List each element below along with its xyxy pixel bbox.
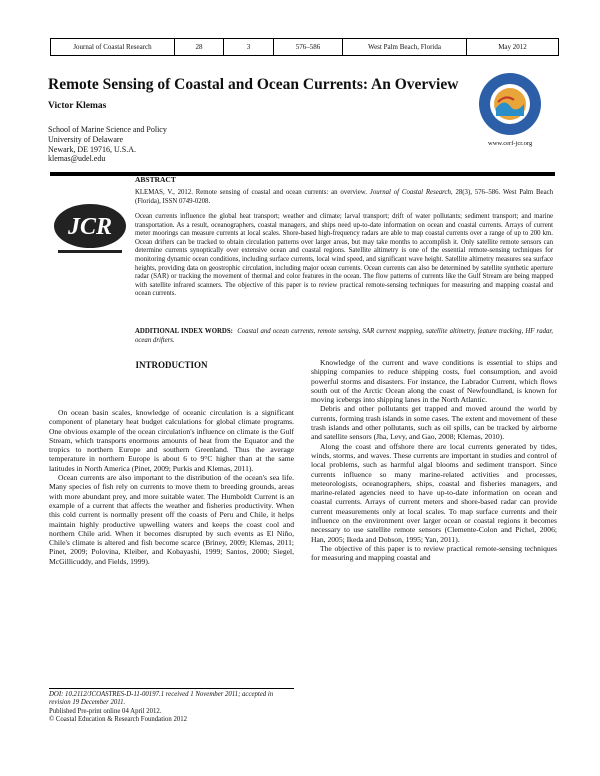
citation-journal: Journal of Coastal Research, <box>369 189 453 196</box>
citation <box>135 189 553 206</box>
paragraph: Ocean currents are also important to the distribution of the ocean's sea life. Many species of fish rely on currents to move them to breeding grounds, areas with more abundant prey, and more suitable water. The Humboldt Current is an example of a current that affects the weather and fisheries productivity. When this cold current is normally present off the coasts of Peru and Chile, it helps maintain highly productive upwelling waters and keeps the coast cool and northern Chile arid. When it becomes disrupted by such events as El Niño, Chile's climate is altered and fish become scarce (Briney, 2009; Klemas, 2011; Pinet, 2009; Polovina, Kleiber, and Kobayashi, 1999; Santos, 2000; Siegel, McGillicuddy, and Fields, 1999). <box>49 473 294 566</box>
published-line: Published Pre-print online 04 April 2012. <box>49 707 162 715</box>
paragraph: Along the coast and offshore there are local currents generated by tides, winds, storms, and waves. These currents are important in studies and control of local problems, such as harmful algal blooms and sediment transport. Since currents influence so many marine-related activities and processes, meteorologists, oceanographers, ships, coastal and fisheries managers, and marine-related agencies need to have up-to-date information on ocean and coastal currents. Arrays of current meters and shore-based radar can provide current measurements only at local scales. To map surface currents and their influence on the environment over larger ocean or coastal regions it becomes necessary to use satellite remote sensors (Clemente-Colon and Pichel, 2006; Han, 2005; Ikeda and Dobson, 1995; Yan, 2011). <box>311 441 557 544</box>
affiliation-line: University of Delaware <box>48 134 124 144</box>
citation-rest: 28(3), 576–586. West Palm Beach (Florida), ISSN 0749-0208. <box>135 189 554 205</box>
right-column <box>311 358 557 563</box>
paragraph: Debris and other pollutants get trapped and moved around the world by currents, forming trash islands in some cases. The extent and movement of these trash islands and other pollutants, such as oil spills, can be tracked by airborne and satellite sensors (Jha, Levy, and Gao, 2008; Klemas, 2010). <box>311 404 557 442</box>
header-pages: 576–586 <box>274 39 343 55</box>
header-issue: 3 <box>224 39 274 55</box>
citation-plain: KLEMAS, V., 2012. Remote sensing of coastal and ocean currents: an overview. <box>135 189 367 196</box>
footnote-rule <box>49 688 294 689</box>
paragraph: On ocean basin scales, knowledge of oceanic circulation is a significant component of planetary heat budget calculations for global climate programs. One obvious example of the ocean circulation's influence on climate is the Gulf Stream, which transports enormous amounts of heat from the Equator and the tropics to northern Europe and southern Greenland. Thus the average temperature in northern Europe is about 6 to 9°C higher than at the same latitudes in North America (Pinet, 2009; Purkis and Klemas, 2011). <box>49 408 294 473</box>
journal-url[interactable]: www.cerf-jcr.org <box>488 140 533 147</box>
header-journal: Journal of Coastal Research <box>51 39 175 55</box>
header-date: May 2012 <box>498 43 527 51</box>
jcr-logo <box>50 198 130 258</box>
header-volume: 28 <box>175 39 224 55</box>
intro-heading: INTRODUCTION <box>135 360 208 370</box>
author-email[interactable]: klemas@udel.edu <box>48 154 106 164</box>
left-column <box>49 408 294 566</box>
affiliation-line: School of Marine Science and Policy <box>48 125 167 134</box>
paragraph: Knowledge of the current and wave conditions is essential to ships and shipping companies to reduce shipping costs, fuel consumption, and avoid powerful storms and disasters. For instance, the Labrador Current, which flows south out of the Arctic Ocean along the coast of Newfoundland, is known for moving icebergs into shipping lanes in the North Atlantic. <box>311 358 557 405</box>
keywords-label: ADDITIONAL INDEX WORDS: <box>135 328 233 335</box>
doi-line: DOI: 10.2112/JCOASTRES-D-11-00197.1 received 1 November 2011; accepted in revision 19 December 2011. <box>49 691 274 707</box>
affiliation <box>48 125 167 164</box>
paragraph: The objective of this paper is to review practical remote-sensing techniques for measuring and mapping coastal and <box>311 543 557 563</box>
abstract-rule <box>50 172 555 176</box>
abstract-heading: ABSTRACT <box>135 175 176 184</box>
svg-text:JCR: JCR <box>67 214 113 240</box>
paper-title: Remote Sensing of Coastal and Ocean Currents: An Overview <box>48 76 459 93</box>
cerf-logo <box>478 72 542 136</box>
abstract-text: Ocean currents influence the global heat transport; weather and climate; larval transport; drift of water pollutants; sediment transport; and marine transportation. As a result, oceanographers, coastal managers, and ships need up-to-date information on ocean and coastal currents. Arrays of current meter moorings can measure currents at local scales. Shore-based high-frequency radars are able to map coastal currents over a range of up to 200 km. Ocean drifters can be tracked to obtain circulation patterns over larger areas, but may take months to accomplish it. Only satellite remote sensors can determine currents synoptically over extensive ocean and coastal regions. Satellite altimetry is one of the essential remote-sensing techniques for monitoring dynamic ocean conditions, including surface currents, local wind speed, and significant wave height. Satellite altimetry measures sea surface heights, providing data on geostrophic circulation, including major ocean currents. Ocean currents can also be determined by satellite synthetic aperture radar (SAR) or tracking the movement of thermal and color features in the ocean. The flow patterns of currents like the Gulf Stream are being mapped with satellite infrared scanners. The objective of this paper is to review practical remote-sensing techniques for measuring and mapping coastal and ocean currents. <box>135 213 553 298</box>
copyright-line: © Coastal Education & Research Foundation 2012 <box>49 715 188 723</box>
author-name: Victor Klemas <box>48 101 107 111</box>
footnote <box>49 691 294 724</box>
header-location: West Palm Beach, Florida <box>343 39 467 55</box>
keywords-text: Coastal and ocean currents, remote sensing, SAR current mapping, satellite altimetry, feature tracking, HF radar, ocean drifters. <box>135 328 553 344</box>
keywords <box>135 328 553 345</box>
affiliation-line: Newark, DE 19716, U.S.A. <box>48 144 136 154</box>
journal-header <box>50 38 559 56</box>
